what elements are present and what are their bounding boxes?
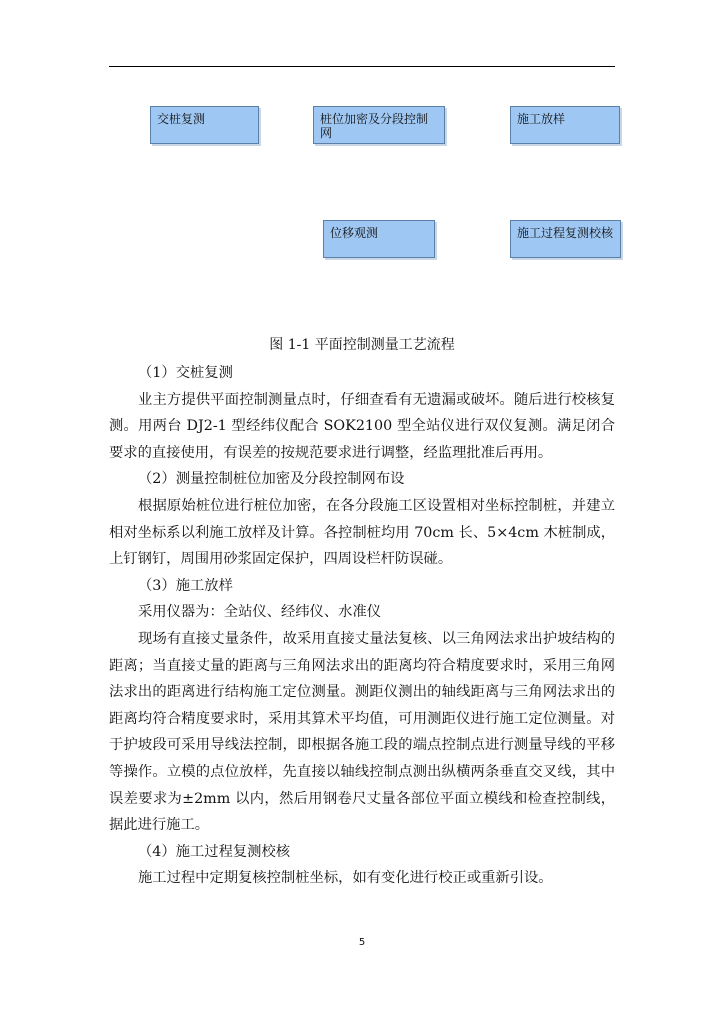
paragraph: 业主方提供平面控制测量点时，仔细查看有无遗漏或破坏。随后进行校核复测。用两台 DJ2-1 型经纬仪配合 SOK2100 型全站仪进行双仪复测。满足闭合要求的直接使用，有误差的按规范要求进行调整，经监理批准后再用。 (109, 391, 615, 461)
flow-box-handover-survey: 交桩复测 (150, 106, 259, 144)
section-heading: （2）测量控制桩位加密及分段控制网布设 (138, 471, 405, 488)
paragraph: 采用仪器为：全站仪、经纬仪、水准仪 (138, 604, 382, 621)
header-rule (109, 66, 615, 67)
paragraph: 根据原始桩位进行桩位加密，在各分段施工区设置相对坐标控制桩，并建立相对坐标系以利施工放样及计算。各控制桩均用 70cm 长、5×4cm 木桩制成，上钉钢钉，周围用砂浆固定保护，四周设栏杆防误碰。 (109, 497, 615, 568)
section-heading: （4）施工过程复测校核 (138, 843, 291, 860)
figure-caption: 图 1-1 平面控制测量工艺流程 (269, 337, 455, 353)
section-heading: （1）交桩复测 (138, 365, 233, 381)
flow-box-construction-layout: 施工放样 (510, 106, 620, 144)
paragraph: 施工过程中定期复核控制桩坐标，如有变化进行校正或重新引设。 (138, 870, 553, 887)
section-heading: （3）施工放样 (138, 577, 233, 594)
paragraph: 现场有直接丈量条件，故采用直接丈量法复核、以三角网法求出护坡结构的距离；当直接丈量的距离与三角网法求出的距离均符合精度要求时，采用三角网法求出的距离进行结构施工定位测量。测距仪测出的轴线距离与三角网法求出的距离均符合精度要求时，采用其算术平均值，可用测距仪进行施工定位测量。对于护坡段可采用导线法控制，即根据各施工段的端点控制点进行测量导线的平移等操作。立模的点位放样，先直接以轴线控制点测出纵横两条垂直交叉线，其中误差要求为±2mm 以内，然后用钢卷尺丈量各部位平面立模线和检查控制线，据此进行施工。 (109, 630, 615, 834)
flow-box-process-recheck: 施工过程复测校核 (510, 220, 621, 258)
page-number: 5 (358, 937, 366, 948)
body-text (109, 360, 615, 892)
flow-box-displacement-observation: 位移观测 (323, 220, 435, 258)
flow-box-control-network: 桩位加密及分段控制网 (313, 106, 445, 144)
